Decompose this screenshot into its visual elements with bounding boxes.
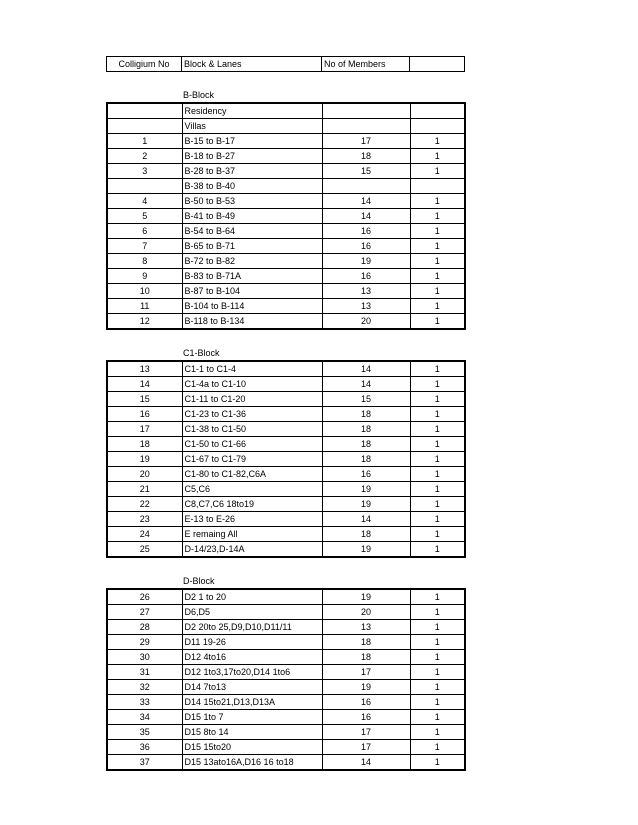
- block-lanes-cell[interactable]: Villas: [182, 119, 322, 134]
- section-table: [106, 102, 466, 330]
- table-row: [107, 635, 465, 650]
- block-lanes-cell[interactable]: C5,C6: [182, 482, 322, 497]
- members-cell[interactable]: 15: [322, 392, 410, 407]
- table-row: [107, 695, 465, 710]
- block-lanes-cell[interactable]: C1-50 to C1-66: [182, 437, 322, 452]
- table-row: [107, 269, 465, 284]
- colligium-no-cell[interactable]: 25: [107, 542, 182, 558]
- block-lanes-cell[interactable]: B-83 to B-71A: [182, 269, 322, 284]
- table-row: [107, 314, 465, 330]
- count-cell[interactable]: 1: [410, 635, 465, 650]
- members-cell[interactable]: 13: [322, 299, 410, 314]
- colligium-no-cell[interactable]: 14: [107, 377, 182, 392]
- members-cell[interactable]: 20: [322, 605, 410, 620]
- count-cell[interactable]: 1: [410, 284, 465, 299]
- section-title: [106, 558, 464, 588]
- table-row: [107, 299, 465, 314]
- count-cell[interactable]: 1: [410, 680, 465, 695]
- members-cell[interactable]: [322, 103, 410, 119]
- block-lanes-cell[interactable]: B-41 to B-49: [182, 209, 322, 224]
- colligium-no-cell[interactable]: 5: [107, 209, 182, 224]
- block-lanes-cell[interactable]: B-18 to B-27: [182, 149, 322, 164]
- table-row: [107, 284, 465, 299]
- block-lanes-cell[interactable]: B-28 to B-37: [182, 164, 322, 179]
- count-cell[interactable]: 1: [410, 740, 465, 755]
- table-row: [107, 725, 465, 740]
- count-cell[interactable]: 1: [410, 164, 465, 179]
- header-blank[interactable]: [410, 57, 465, 72]
- colligium-no-cell[interactable]: 12: [107, 314, 182, 330]
- count-cell[interactable]: [410, 103, 465, 119]
- table-row: [107, 710, 465, 725]
- block-lanes-cell[interactable]: B-72 to B-82: [182, 254, 322, 269]
- table-row: [107, 620, 465, 635]
- count-cell[interactable]: 1: [410, 299, 465, 314]
- block-lanes-cell[interactable]: D2 1 to 20: [182, 589, 322, 605]
- count-cell[interactable]: 1: [410, 542, 465, 558]
- colligium-no-cell[interactable]: 22: [107, 497, 182, 512]
- block-lanes-cell[interactable]: C1-23 to C1-36: [182, 407, 322, 422]
- members-cell[interactable]: [322, 119, 410, 134]
- members-cell[interactable]: 14: [322, 209, 410, 224]
- block-lanes-cell[interactable]: D11 19-26: [182, 635, 322, 650]
- table-row: [107, 134, 465, 149]
- colligium-no-cell[interactable]: [107, 179, 182, 194]
- section-title: [106, 330, 464, 360]
- members-cell[interactable]: 16: [322, 224, 410, 239]
- table-row: [107, 422, 465, 437]
- colligium-no-cell[interactable]: 34: [107, 710, 182, 725]
- members-cell[interactable]: 18: [322, 635, 410, 650]
- count-cell[interactable]: 1: [410, 605, 465, 620]
- block-lanes-cell[interactable]: B-50 to B-53: [182, 194, 322, 209]
- colligium-no-cell[interactable]: 4: [107, 194, 182, 209]
- members-cell[interactable]: 13: [322, 284, 410, 299]
- members-cell[interactable]: 19: [322, 589, 410, 605]
- header-members[interactable]: No of Members: [322, 57, 410, 72]
- block-lanes-cell[interactable]: D15 1to 7: [182, 710, 322, 725]
- block-lanes-cell[interactable]: B-38 to B-40: [182, 179, 322, 194]
- colligium-no-cell[interactable]: 35: [107, 725, 182, 740]
- count-cell[interactable]: 1: [410, 527, 465, 542]
- count-cell[interactable]: 1: [410, 725, 465, 740]
- count-cell[interactable]: [410, 179, 465, 194]
- block-lanes-cell[interactable]: D-14/23,D-14A: [182, 542, 322, 558]
- colligium-no-cell[interactable]: 16: [107, 407, 182, 422]
- block-lanes-cell[interactable]: B-104 to B-114: [182, 299, 322, 314]
- members-cell[interactable]: 16: [322, 239, 410, 254]
- colligium-no-cell[interactable]: 36: [107, 740, 182, 755]
- block-lanes-cell[interactable]: C1-67 to C1-79: [182, 452, 322, 467]
- block-lanes-cell[interactable]: C1-11 to C1-20: [182, 392, 322, 407]
- members-cell[interactable]: 19: [322, 542, 410, 558]
- table-row: [107, 119, 465, 134]
- colligium-no-cell[interactable]: 7: [107, 239, 182, 254]
- count-cell[interactable]: 1: [410, 392, 465, 407]
- table-row: [107, 164, 465, 179]
- members-cell[interactable]: 19: [322, 497, 410, 512]
- table-row: [107, 482, 465, 497]
- section-table: [106, 588, 466, 771]
- block-lanes-cell[interactable]: B-54 to B-64: [182, 224, 322, 239]
- table-row: [107, 740, 465, 755]
- header-row: [107, 57, 465, 72]
- count-cell[interactable]: 1: [410, 589, 465, 605]
- table-row: [107, 527, 465, 542]
- section-title: [106, 72, 464, 102]
- table-row: [107, 392, 465, 407]
- block-lanes-cell[interactable]: E remaing All: [182, 527, 322, 542]
- table-row: [107, 209, 465, 224]
- count-cell[interactable]: 1: [410, 134, 465, 149]
- members-cell[interactable]: 17: [322, 740, 410, 755]
- sections-container: [106, 72, 464, 771]
- table-row: [107, 467, 465, 482]
- table-row: [107, 497, 465, 512]
- block-lanes-cell[interactable]: B-118 to B-134: [182, 314, 322, 330]
- table-row: [107, 542, 465, 558]
- colligium-no-cell[interactable]: 24: [107, 527, 182, 542]
- table-row: [107, 103, 465, 119]
- colligium-no-cell[interactable]: [107, 119, 182, 134]
- count-cell[interactable]: 1: [410, 497, 465, 512]
- colligium-no-cell[interactable]: 20: [107, 467, 182, 482]
- table-row: [107, 194, 465, 209]
- table-row: [107, 605, 465, 620]
- members-cell[interactable]: 18: [322, 650, 410, 665]
- section-title-text: B-Block: [183, 90, 215, 100]
- members-cell[interactable]: 16: [322, 269, 410, 284]
- count-cell[interactable]: 1: [410, 710, 465, 725]
- members-cell[interactable]: 14: [322, 194, 410, 209]
- colligium-no-cell[interactable]: [107, 103, 182, 119]
- colligium-no-cell[interactable]: 6: [107, 224, 182, 239]
- block-lanes-cell[interactable]: C8,C7,C6 18to19: [182, 497, 322, 512]
- members-cell[interactable]: 14: [322, 377, 410, 392]
- members-cell[interactable]: 18: [322, 452, 410, 467]
- table-row: [107, 755, 465, 771]
- spreadsheet: [106, 56, 464, 771]
- count-cell[interactable]: 1: [410, 467, 465, 482]
- count-cell[interactable]: [410, 119, 465, 134]
- block-lanes-cell[interactable]: C1-4a to C1-10: [182, 377, 322, 392]
- colligium-no-cell[interactable]: 10: [107, 284, 182, 299]
- count-cell[interactable]: 1: [410, 254, 465, 269]
- count-cell[interactable]: 1: [410, 512, 465, 527]
- table-row: [107, 179, 465, 194]
- members-cell[interactable]: 15: [322, 164, 410, 179]
- table-row: [107, 452, 465, 467]
- table-row: [107, 239, 465, 254]
- members-cell[interactable]: 18: [322, 149, 410, 164]
- members-cell[interactable]: 19: [322, 254, 410, 269]
- block-lanes-cell[interactable]: C1-80 to C1-82,C6A: [182, 467, 322, 482]
- colligium-no-cell[interactable]: 19: [107, 452, 182, 467]
- section-title-text: D-Block: [183, 576, 215, 586]
- table-row: [107, 149, 465, 164]
- count-cell[interactable]: 1: [410, 194, 465, 209]
- count-cell[interactable]: 1: [410, 650, 465, 665]
- members-cell[interactable]: 14: [322, 512, 410, 527]
- members-cell[interactable]: 16: [322, 710, 410, 725]
- count-cell[interactable]: 1: [410, 452, 465, 467]
- block-lanes-cell[interactable]: B-15 to B-17: [182, 134, 322, 149]
- colligium-no-cell[interactable]: 18: [107, 437, 182, 452]
- block-lanes-cell[interactable]: D14 7to13: [182, 680, 322, 695]
- colligium-no-cell[interactable]: 32: [107, 680, 182, 695]
- table-row: [107, 254, 465, 269]
- count-cell[interactable]: 1: [410, 269, 465, 284]
- colligium-no-cell[interactable]: 17: [107, 422, 182, 437]
- count-cell[interactable]: 1: [410, 482, 465, 497]
- colligium-no-cell[interactable]: 37: [107, 755, 182, 771]
- colligium-no-cell[interactable]: 9: [107, 269, 182, 284]
- colligium-no-cell[interactable]: 21: [107, 482, 182, 497]
- colligium-no-cell[interactable]: 33: [107, 695, 182, 710]
- members-cell[interactable]: 16: [322, 695, 410, 710]
- colligium-no-cell[interactable]: 1: [107, 134, 182, 149]
- colligium-no-cell[interactable]: 23: [107, 512, 182, 527]
- table-row: [107, 589, 465, 605]
- members-cell[interactable]: 18: [322, 422, 410, 437]
- members-cell[interactable]: 17: [322, 725, 410, 740]
- block-lanes-cell[interactable]: D2 20to 25,D9,D10,D11/11: [182, 620, 322, 635]
- members-cell[interactable]: 18: [322, 407, 410, 422]
- count-cell[interactable]: 1: [410, 377, 465, 392]
- members-cell[interactable]: 19: [322, 482, 410, 497]
- block-lanes-cell[interactable]: B-65 to B-71: [182, 239, 322, 254]
- members-cell[interactable]: [322, 179, 410, 194]
- table-row: [107, 377, 465, 392]
- table-row: [107, 224, 465, 239]
- table-row: [107, 650, 465, 665]
- members-cell[interactable]: 13: [322, 620, 410, 635]
- table-row: [107, 665, 465, 680]
- members-cell[interactable]: 18: [322, 437, 410, 452]
- members-cell[interactable]: 14: [322, 361, 410, 377]
- count-cell[interactable]: 1: [410, 422, 465, 437]
- members-cell[interactable]: 20: [322, 314, 410, 330]
- block-lanes-cell[interactable]: Residency: [182, 103, 322, 119]
- block-lanes-cell[interactable]: D12 1to3,17to20,D14 1to6: [182, 665, 322, 680]
- colligium-no-cell[interactable]: 2: [107, 149, 182, 164]
- count-cell[interactable]: 1: [410, 407, 465, 422]
- count-cell[interactable]: 1: [410, 437, 465, 452]
- header-block-lanes[interactable]: Block & Lanes: [182, 57, 322, 72]
- section-title-text: C1-Block: [183, 348, 220, 358]
- count-cell[interactable]: 1: [410, 314, 465, 330]
- block-lanes-cell[interactable]: C1-38 to C1-50: [182, 422, 322, 437]
- block-lanes-cell[interactable]: B-87 to B-104: [182, 284, 322, 299]
- colligium-no-cell[interactable]: 27: [107, 605, 182, 620]
- header-table: [106, 56, 465, 72]
- count-cell[interactable]: 1: [410, 620, 465, 635]
- colligium-no-cell[interactable]: 30: [107, 650, 182, 665]
- colligium-no-cell[interactable]: 13: [107, 361, 182, 377]
- block-lanes-cell[interactable]: D6,D5: [182, 605, 322, 620]
- members-cell[interactable]: 14: [322, 755, 410, 771]
- members-cell[interactable]: 19: [322, 680, 410, 695]
- count-cell[interactable]: 1: [410, 209, 465, 224]
- table-row: [107, 680, 465, 695]
- members-cell[interactable]: 17: [322, 134, 410, 149]
- block-lanes-cell[interactable]: E-13 to E-26: [182, 512, 322, 527]
- colligium-no-cell[interactable]: 31: [107, 665, 182, 680]
- colligium-no-cell[interactable]: 29: [107, 635, 182, 650]
- colligium-no-cell[interactable]: 26: [107, 589, 182, 605]
- table-row: [107, 407, 465, 422]
- colligium-no-cell[interactable]: 15: [107, 392, 182, 407]
- block-lanes-cell[interactable]: D15 15to20: [182, 740, 322, 755]
- table-row: [107, 512, 465, 527]
- colligium-no-cell[interactable]: 3: [107, 164, 182, 179]
- block-lanes-cell[interactable]: D12 4to16: [182, 650, 322, 665]
- header-colligium-no[interactable]: Colligium No: [107, 57, 182, 72]
- members-cell[interactable]: 16: [322, 467, 410, 482]
- count-cell[interactable]: 1: [410, 665, 465, 680]
- block-lanes-cell[interactable]: D15 13ato16A,D16 16 to18: [182, 755, 322, 771]
- block-lanes-cell[interactable]: D14 15to21,D13,D13A: [182, 695, 322, 710]
- members-cell[interactable]: 17: [322, 665, 410, 680]
- members-cell[interactable]: 18: [322, 527, 410, 542]
- colligium-no-cell[interactable]: 8: [107, 254, 182, 269]
- count-cell[interactable]: 1: [410, 239, 465, 254]
- count-cell[interactable]: 1: [410, 755, 465, 771]
- block-lanes-cell[interactable]: C1-1 to C1-4: [182, 361, 322, 377]
- count-cell[interactable]: 1: [410, 695, 465, 710]
- count-cell[interactable]: 1: [410, 224, 465, 239]
- colligium-no-cell[interactable]: 28: [107, 620, 182, 635]
- section-table: [106, 360, 466, 558]
- colligium-no-cell[interactable]: 11: [107, 299, 182, 314]
- table-row: [107, 361, 465, 377]
- count-cell[interactable]: 1: [410, 149, 465, 164]
- block-lanes-cell[interactable]: D15 8to 14: [182, 725, 322, 740]
- count-cell[interactable]: 1: [410, 361, 465, 377]
- table-row: [107, 437, 465, 452]
